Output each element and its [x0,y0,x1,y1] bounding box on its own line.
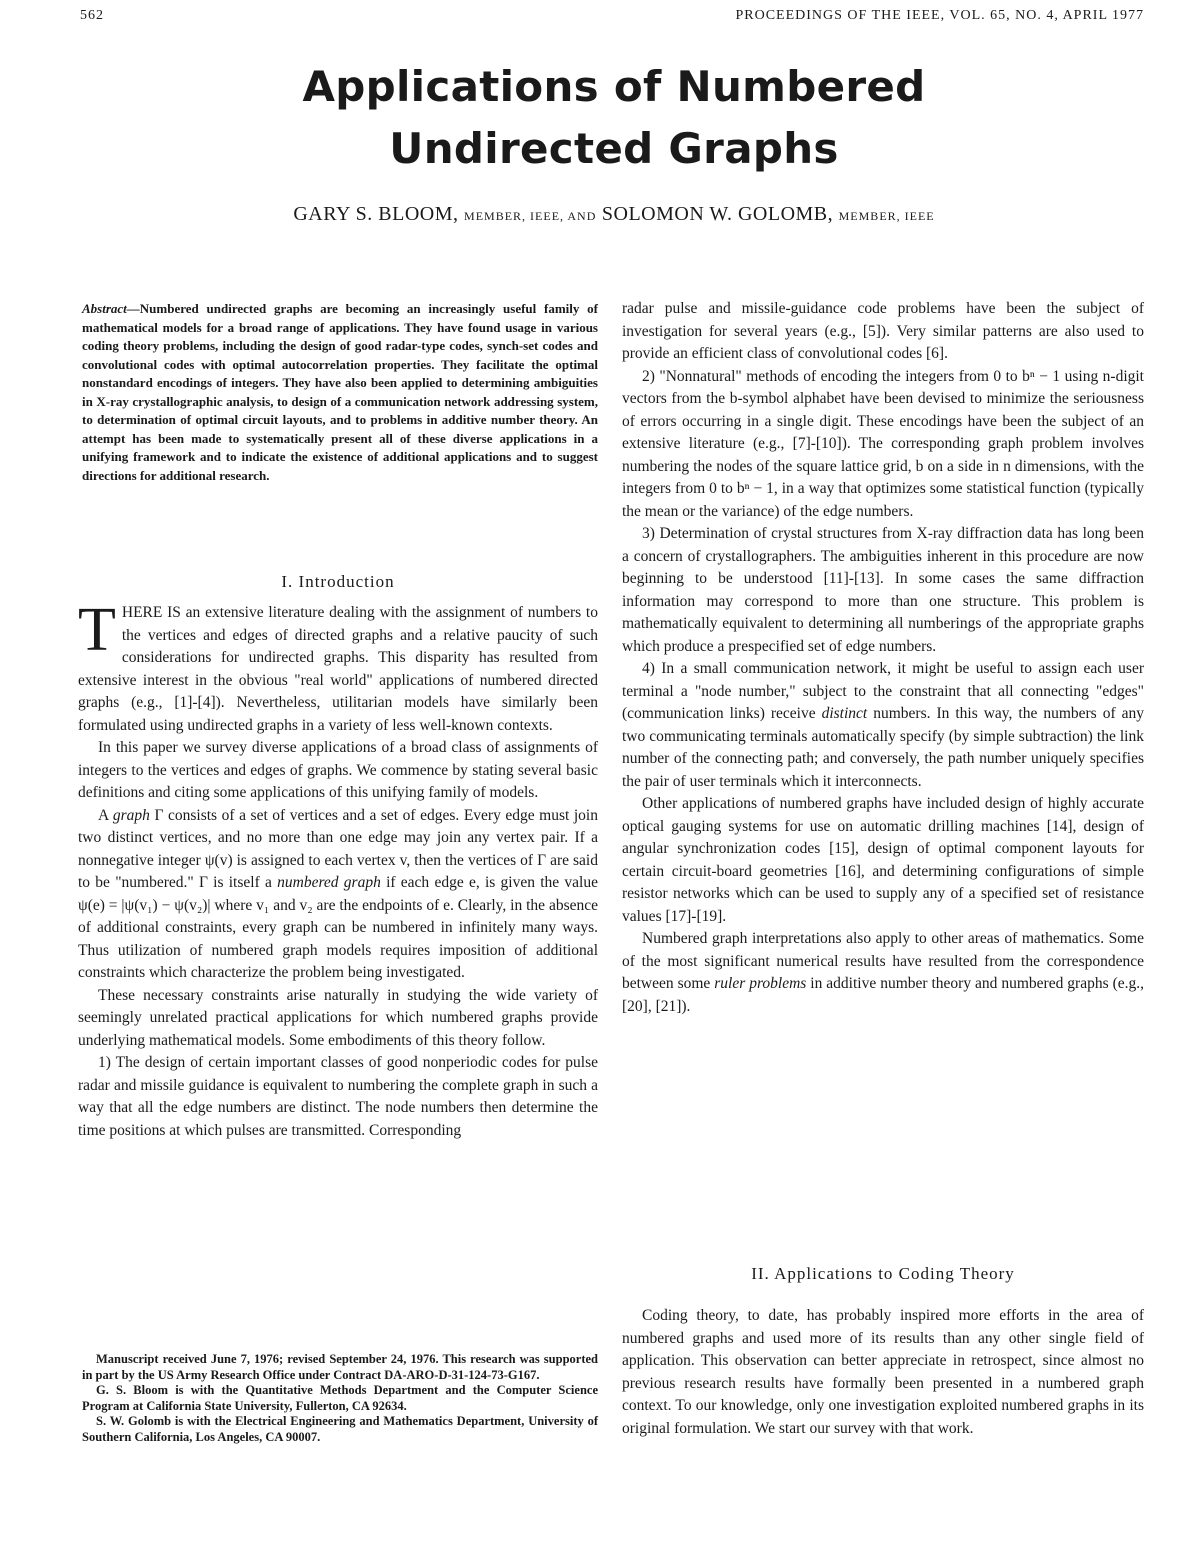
title-line-1: Applications of Numbered [302,62,926,111]
paragraph: These necessary constraints arise naturally in studying the wide variety of seemingly unrelated practical applications for which numbered graphs provide underlying mathematical models. Some embodiments of this theory follow. [78,986,598,1049]
author-1-membership: MEMBER, IEEE, AND [464,209,597,223]
paper-title [0,56,1200,180]
paragraph: Coding theory, to date, has probably inspired more efforts in the area of numbered graphs and used more of its results than any other single field of application. This observation can better appreciate in retrospect, since almost no previous research results have formally been presented in a numbered graph context. To our knowledge, only one investigation exploited numbered graphs in its original formulation. We start our survey with that work. [622,1307,1144,1437]
author-2-membership: MEMBER, IEEE [838,209,935,223]
abstract-label: Abstract— [82,301,140,316]
paragraph [78,596,598,737]
author-2: SOLOMON W. GOLOMB, [601,203,834,225]
paragraph: Other applications of numbered graphs have included design of highly accurate optical gauging systems for use on automatic drilling machines [14], design of angular synchronization codes [15], design of optimal component layouts for certain circuit-board geometries [16], and determining configurations of simple resistor networks which can be used to supply any of a specified set of resistance values [17]-[19]. [622,795,1144,925]
paragraph-text: 4) In a small communication network, it might be useful to assign each user terminal a "node number," subject to the constraint that all connecting "edges" (communication links) receive [622,660,1144,722]
term-graph: graph [112,806,150,824]
footnotes [82,1352,598,1445]
journal-header: PROCEEDINGS OF THE IEEE, VOL. 65, NO. 4, APRIL 1977 [735,8,1144,23]
paragraph-text: Γ consists of a set of vertices and a set of edges. Every edge must join two distinct vertices, and no more than one edge may join any vertex pair. If a nonnegative integer ψ(v) is assigned to each vertex v, then the vertices of Γ are said to be "numbered." Γ is itself a [78,806,598,891]
footnote-manuscript: Manuscript received June 7, 1976; revised September 24, 1976. This research was supported in part by the US Army Research Office under Contract DA-ARO-D-31-124-73-G167. [82,1352,598,1382]
footnote-bloom: G. S. Bloom is with the Quantitative Methods Department and the Computer Science Program at California State University, Fullerton, CA 92634. [82,1383,598,1413]
paragraph: radar pulse and missile-guidance code problems have been the subject of investigation for several years (e.g., [5]). Very similar patterns are also used to provide an efficient class of convolutional codes [6]. [622,300,1144,362]
paragraph: 3) Determination of crystal structures from X-ray diffraction data has long been a concern of crystallographers. The ambiguities inherent in this procedure are now beginning to be understood [11]-[13]. In some cases the same diffraction information may correspond to more than one structure. This problem is mathematically equivalent to determining all numberings of the appropriate graphs which produce a prespecified set of edge numbers. [622,525,1144,655]
section-heading-coding-theory: II. Applications to Coding Theory [751,1264,1015,1283]
term-distinct: distinct [821,705,868,722]
title-line-2: Undirected Graphs [389,124,839,173]
paragraph-text: numbers. In this way, the numbers of any two communicating terminals automatically specify (by simple subtraction) the link number of the connecting path; and conversely, the path number uniquely specifies the pair of user terminals which it interconnects. [622,705,1144,790]
term-ruler-problems: ruler problems [714,975,807,992]
paragraph-text: in additive number theory and numbered graphs (e.g., [20], [21]). [622,975,1144,1015]
introduction-body [78,596,598,1142]
paragraph-text: if each edge e, is given the value ψ(e) = |ψ(v₁) − ψ(v₂)| where v₁ and v₂ are the endpoints of e. Clearly, in the absence of additional constraints, every graph can be numbered in infinitely many ways. Thus utilization of numbered graph models requires imposition of additional constraints which characterize the problem being investigated. [78,874,598,981]
term-numbered-graph: numbered graph [277,874,381,891]
paragraph: 2) "Nonnatural" methods of encoding the integers from 0 to bⁿ − 1 using n-digit vectors from the b-symbol alphabet have been devised to minimize the seriousness of errors occurring in a single digit. These encodings have been the subject of an extensive literature (e.g., [7]-[10]). The corresponding graph problem involves numbering the nodes of the square lattice grid, b on a side in n dimensions, with the integers from 0 to bⁿ − 1, in a way that optimizes some statistical function (typically the mean or the variance) of the edge numbers. [622,367,1144,520]
paragraph-text: Numbered graph interpretations also apply to other areas of mathematics. Some of the most significant numerical results have resulted from the correspondence between some [622,930,1144,992]
footnote-golomb: S. W. Golomb is with the Electrical Engineering and Mathematics Department, University of Southern California, Los Angeles, CA 90007. [82,1414,598,1444]
section-heading-introduction: I. Introduction [281,572,395,591]
page-number: 562 [80,8,104,23]
right-column-body [622,298,1144,1018]
paragraph: 1) The design of certain important classes of good nonperiodic codes for pulse radar and missile guidance is equivalent to numbering the complete graph in such a way that all the edge numbers are distinct. The node numbers then determine the time positions at which pulses are transmitted. Corresponding [78,1054,598,1139]
paragraph: In this paper we survey diverse applications of a broad class of assignments of integers to the vertices and edges of graphs. We commence by stating several basic definitions and citing some applications of this unifying family of models. [78,739,598,801]
author-line [0,203,1200,226]
paragraph-text: A [98,806,113,824]
paragraph-text: HERE IS an extensive literature dealing with the assignment of numbers to the vertices and edges of directed graphs and a relative paucity of such considerations for undirected graphs. This disparity has resulted from extensive interest in the obvious "real world" applications of numbered directed graphs (e.g., [1]-[4]). Nevertheless, utilitarian models have similarly been formulated using undirected graphs in a variety of less well-known contexts. [78,604,598,734]
paragraph [78,805,598,985]
drop-cap: T [78,596,116,664]
paragraph [622,658,1144,793]
author-1: GARY S. BLOOM, [293,203,459,225]
coding-theory-body [622,1305,1144,1440]
abstract [82,300,598,485]
paragraph [622,928,1144,1018]
abstract-text: Numbered undirected graphs are becoming an increasingly useful family of mathematical models for a broad range of applications. They have found usage in various coding theory problems, including the design of good radar-type codes, synch-set codes and convolutional codes with optimal autocorrelation properties. They facilitate the optimal nonstandard encodings of integers. They have also been applied to determining ambiguities in X-ray crystallographic analysis, to design of a communication network addressing system, to determination of optimal circuit layouts, and to problems in additive number theory. An attempt has been made to systematically present all of these diverse applications in a unifying framework and to indicate the existence of additional applications and to suggest directions for additional research. [82,301,598,483]
